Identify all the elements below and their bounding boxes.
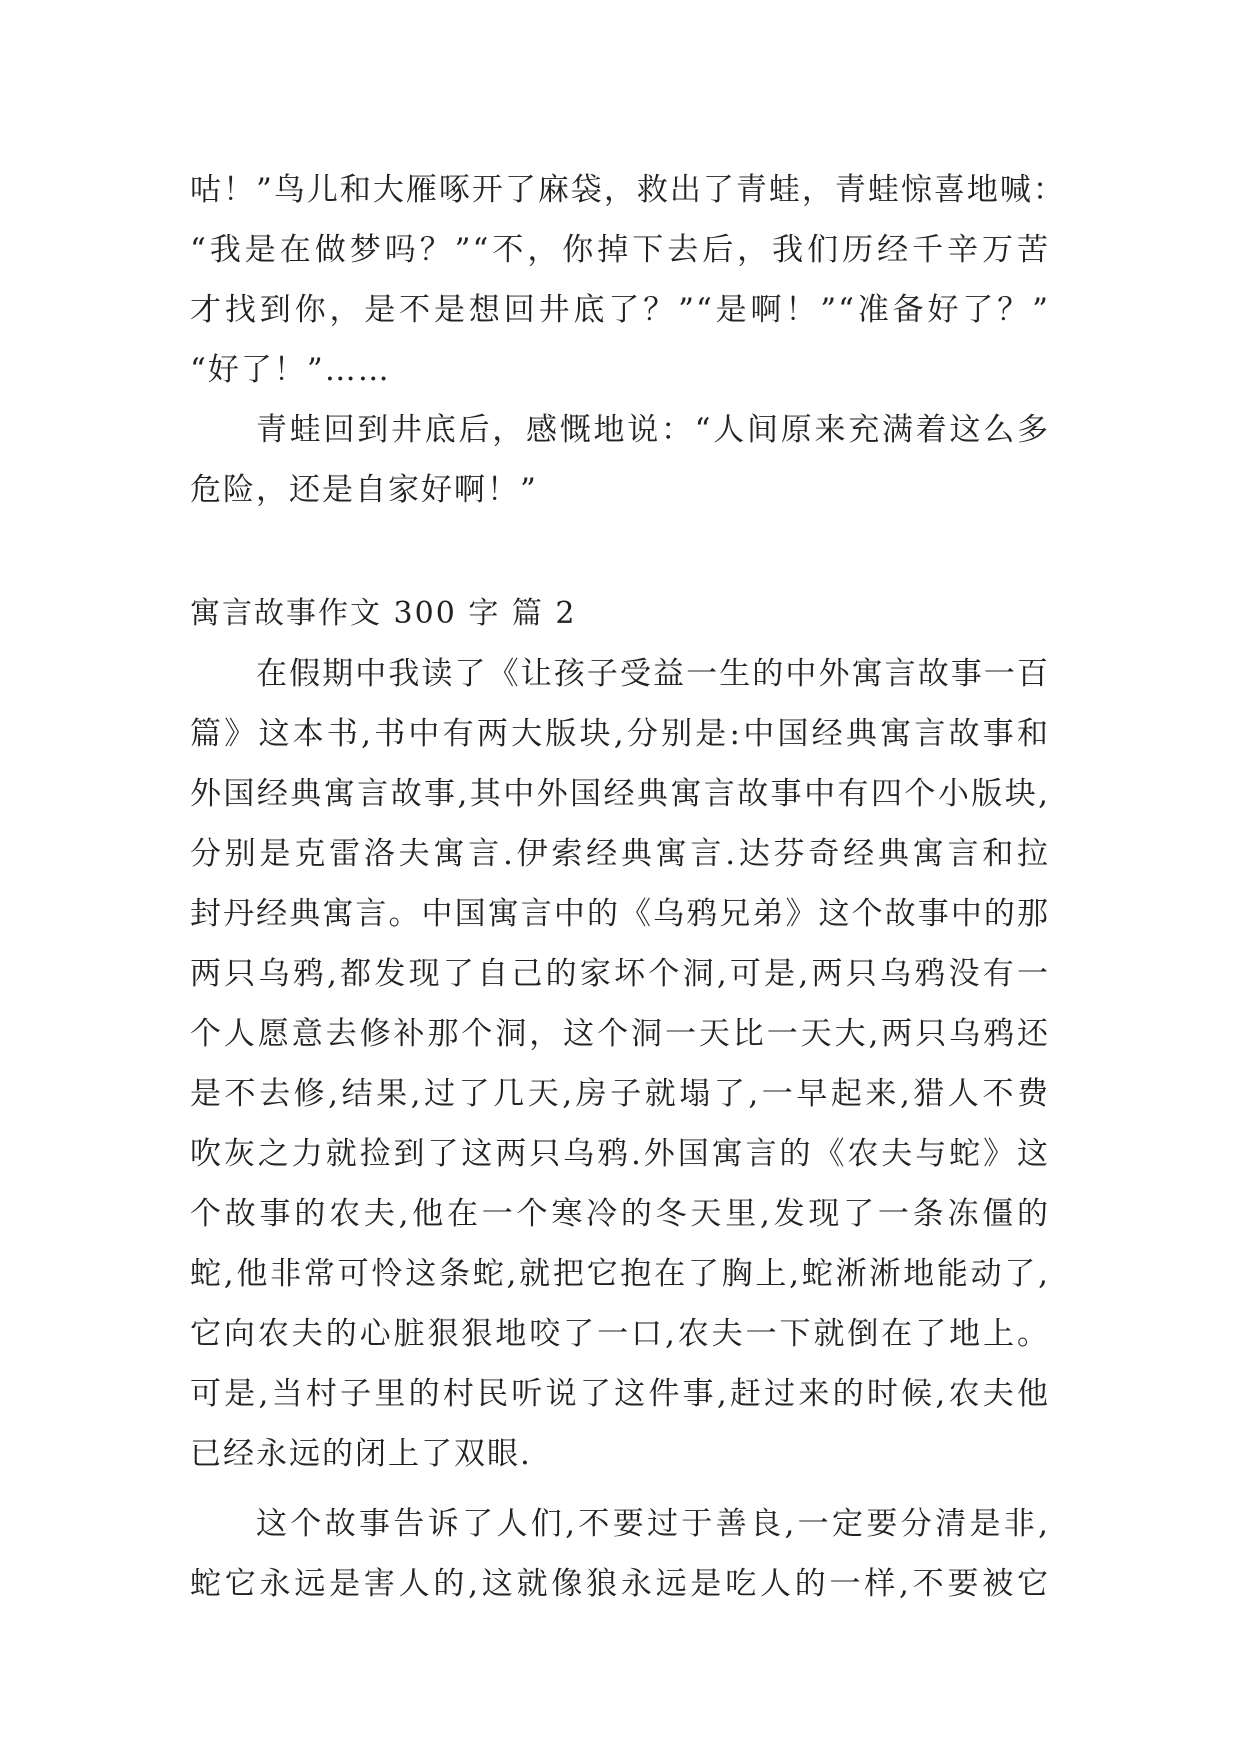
paragraph-dialogue: [190, 160, 1066, 400]
text-line: 个人愿意去修补那个洞，这个洞一天比一天大,两只乌鸦还: [190, 1016, 1050, 1052]
text-line: 是不去修,结果,过了几天,房子就塌了,一早起来,猎人不费: [190, 1076, 1050, 1112]
document-body: [190, 160, 1066, 1614]
text-line: “好了！”……: [190, 352, 391, 388]
text-line: 外国经典寓言故事,其中外国经典寓言故事中有四个小版块,: [190, 776, 1050, 812]
text-line: 个故事的农夫,他在一个寒冷的冬天里,发现了一条冻僵的: [190, 1196, 1050, 1232]
text-line: 这个故事告诉了人们,不要过于善良,一定要分清是非,: [256, 1506, 1050, 1542]
text-line: 咕！”鸟儿和大雁啄开了麻袋，救出了青蛙，青蛙惊喜地喊：: [190, 172, 1066, 208]
text-line: 封丹经典寓言。中国寓言中的《乌鸦兄弟》这个故事中的那: [190, 896, 1050, 932]
paragraph-spacer: [190, 1484, 1050, 1494]
text-line: 可是,当村子里的村民听说了这件事,赶过来的时候,农夫他: [190, 1376, 1050, 1412]
text-line: 篇》这本书,书中有两大版块,分别是:中国经典寓言故事和: [190, 716, 1050, 752]
section-heading: 寓言故事作文 300 字 篇 2: [190, 596, 577, 631]
text-line: 蛇,他非常可怜这条蛇,就把它抱在了胸上,蛇淅淅地能动了,: [190, 1256, 1050, 1292]
text-line: 吹灰之力就捡到了这两只乌鸦.外国寓言的《农夫与蛇》这: [190, 1136, 1050, 1172]
paragraph-conclusion: [190, 400, 1050, 520]
text-line: 青蛙回到井底后，感慨地说：“人间原来充满着这么多: [256, 412, 1050, 448]
text-line: 分别是克雷洛夫寓言.伊索经典寓言.达芬奇经典寓言和拉: [190, 836, 1050, 872]
paragraph-book-review: [190, 644, 1050, 1484]
text-line: 蛇它永远是害人的,这就像狼永远是吃人的一样,不要被它: [190, 1566, 1050, 1602]
paragraph-moral: [190, 1494, 1050, 1614]
section-spacer: [190, 520, 1050, 584]
text-line: 在假期中我读了《让孩子受益一生的中外寓言故事一百: [256, 656, 1050, 692]
text-line: 两只乌鸦,都发现了自己的家坏个洞,可是,两只乌鸦没有一: [190, 956, 1050, 992]
text-line: 它向农夫的心脏狠狠地咬了一口,农夫一下就倒在了地上。: [190, 1316, 1050, 1352]
text-line: 才找到你，是不是想回井底了？”“是啊！”“准备好了？”: [190, 292, 1050, 328]
text-line: “我是在做梦吗？”“不，你掉下去后，我们历经千辛万苦: [190, 232, 1050, 268]
text-line: 已经永远的闭上了双眼.: [190, 1436, 532, 1472]
text-line: 危险，还是自家好啊！”: [190, 472, 538, 508]
